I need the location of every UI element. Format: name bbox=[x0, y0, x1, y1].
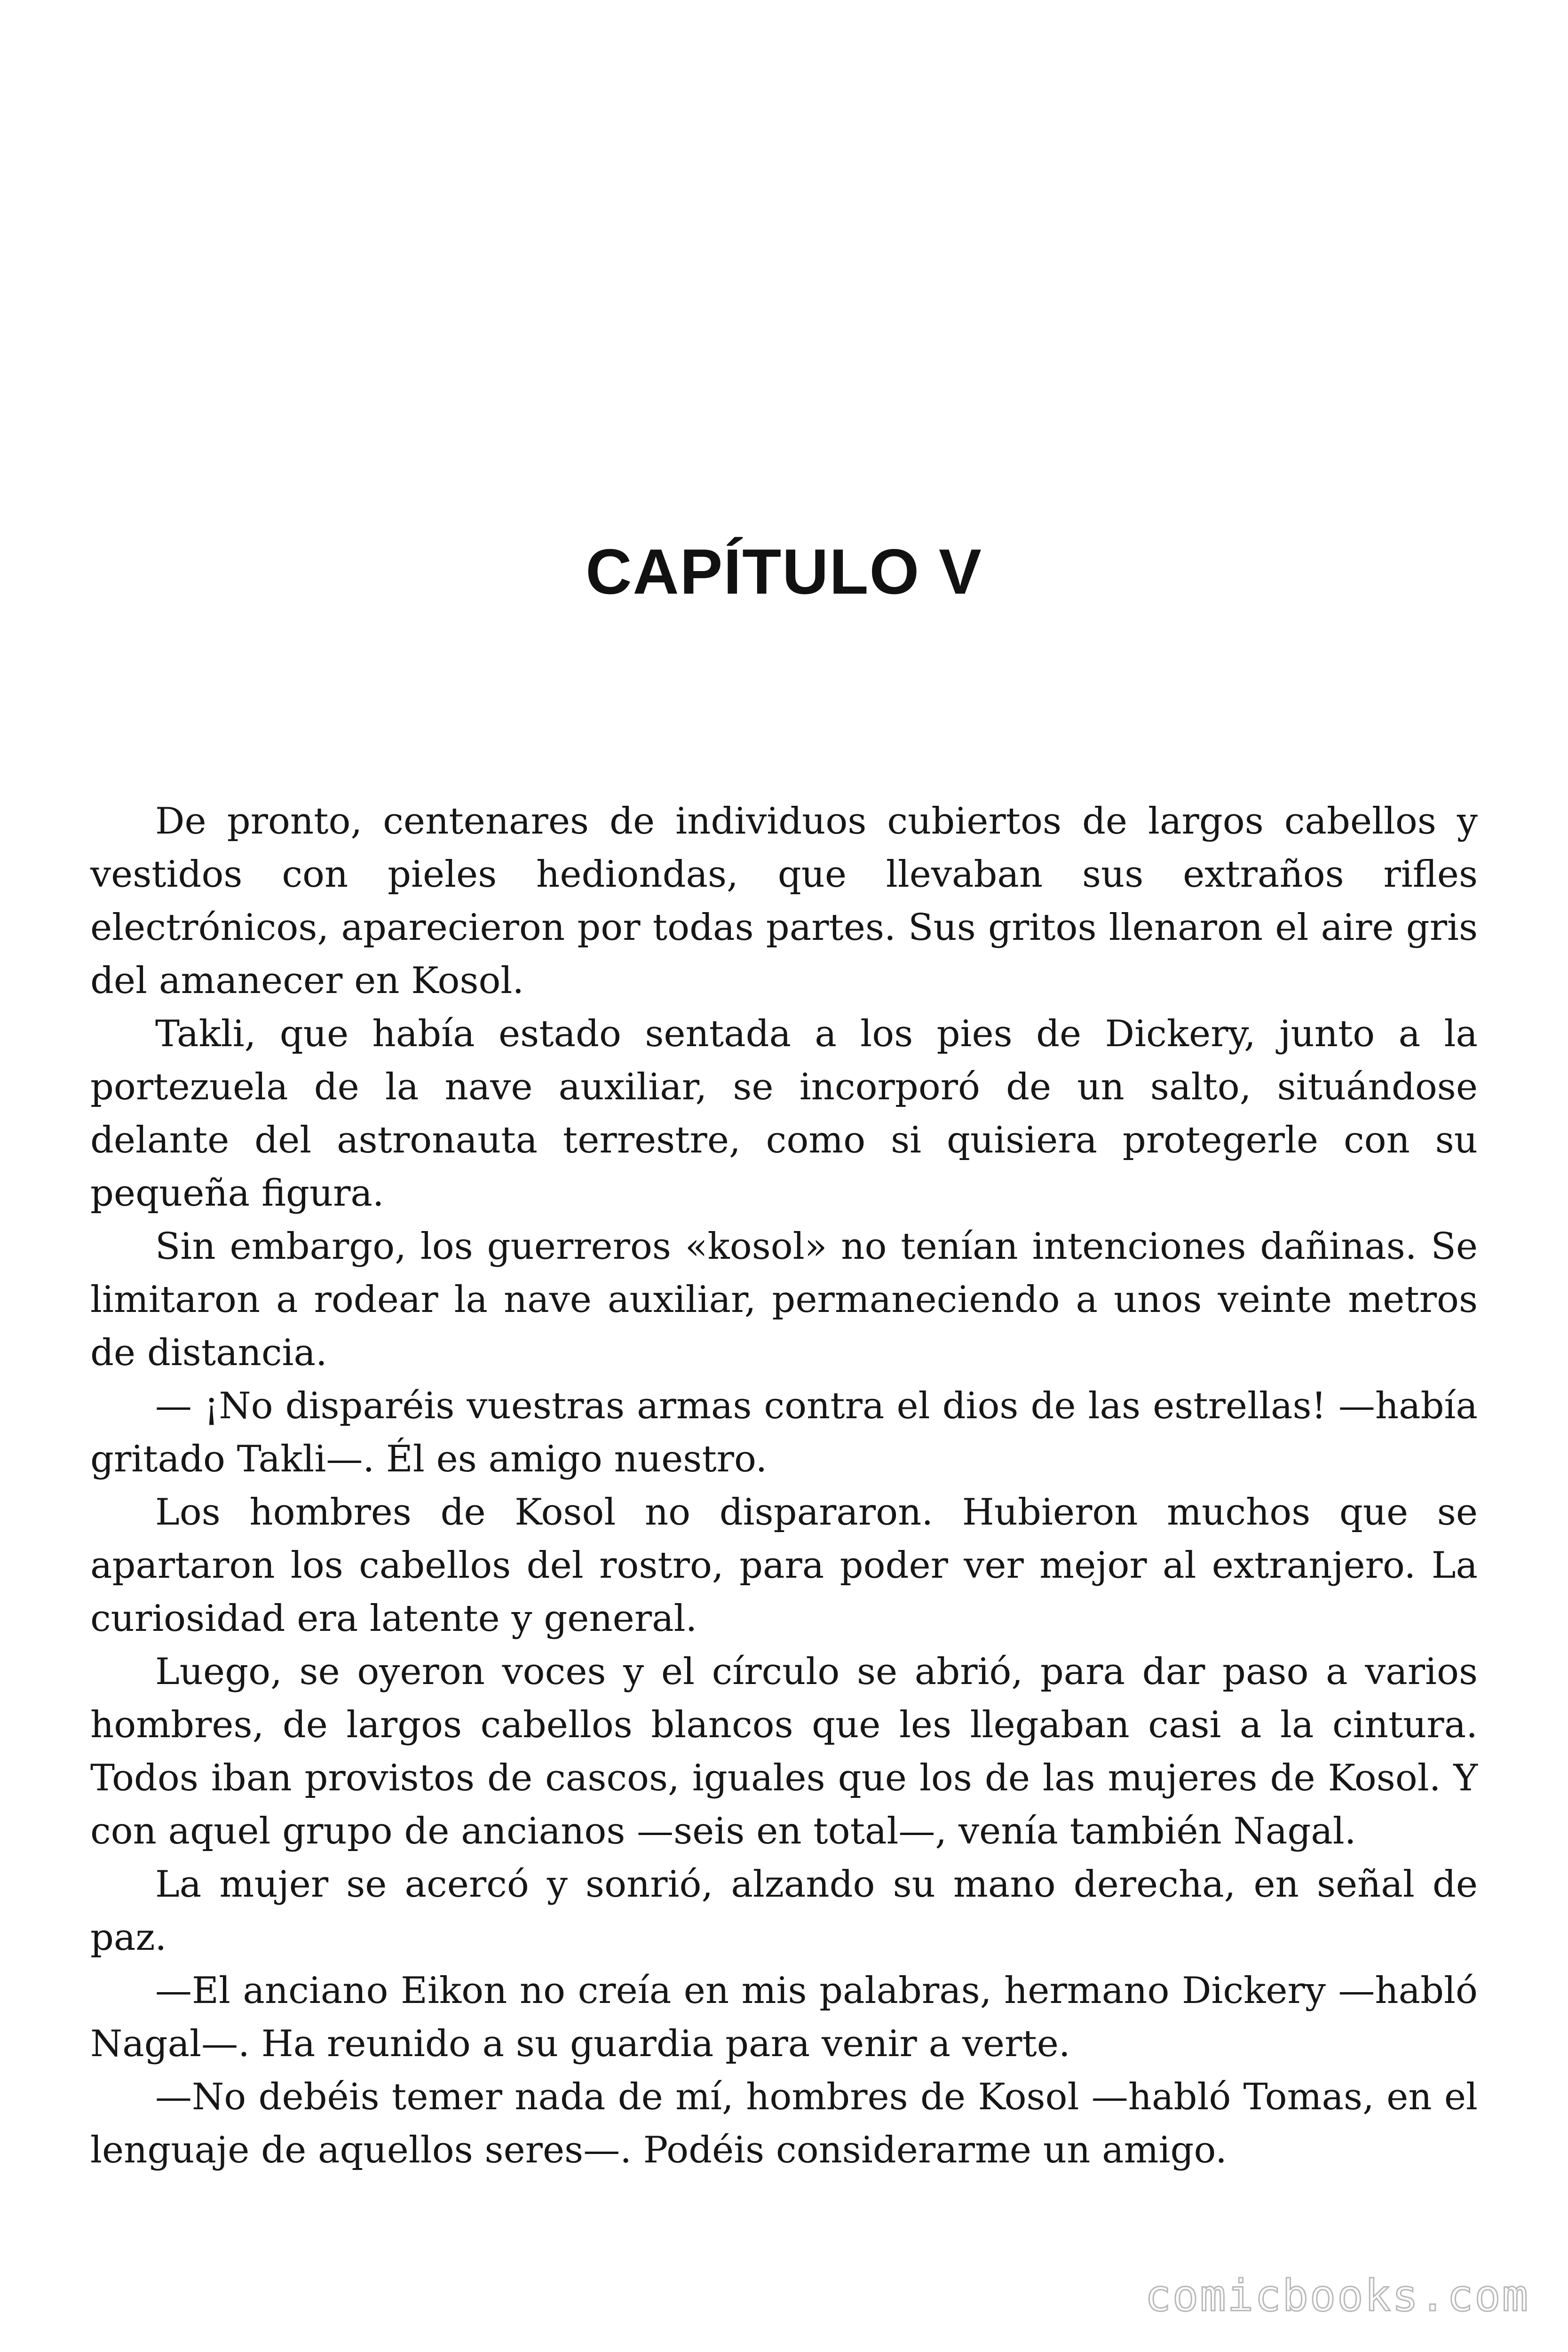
paragraph: De pronto, centenares de individuos cubiertos de largos cabellos y vestidos con pieles hediondas, que llevaban sus extraños rifles electrónicos, aparecieron por todas partes. Sus gritos llenaron el aire gris del amanecer en Kosol. bbox=[90, 800, 1478, 1002]
paragraph: — ¡No disparéis vuestras armas contra el dios de las estrellas! —había gritado Takli—. Él es amigo nuestro. bbox=[90, 1385, 1478, 1480]
paragraph: Luego, se oyeron voces y el círculo se abrió, para dar paso a varios hombres, de largos cabellos blancos que les llegaban casi a la cintura. Todos iban provistos de cascos, iguales que los de las mujeres de Kosol. Y con aquel grupo de ancianos —seis en total—, venía también Nagal. bbox=[90, 1651, 1478, 1852]
chapter-title: CAPÍTULO V bbox=[586, 536, 982, 607]
watermark: comicbooks.com bbox=[1145, 2271, 1529, 2321]
paragraph: —El anciano Eikon no creía en mis palabras, hermano Dickery —habló Nagal—. Ha reunido a su guardia para venir a verte. bbox=[90, 1970, 1478, 2065]
paragraph: La mujer se acercó y sonrió, alzando su mano derecha, en señal de paz. bbox=[90, 1863, 1478, 1959]
paragraph: Sin embargo, los guerreros «kosol» no tenían intenciones dañinas. Se limitaron a rodear la nave auxiliar, permaneciendo a unos veinte metros de distancia. bbox=[90, 1225, 1478, 1374]
paragraph: Los hombres de Kosol no dispararon. Hubieron muchos que se apartaron los cabellos del rostro, para poder ver mejor al extranjero. La curiosidad era latente y general. bbox=[90, 1491, 1478, 1640]
paragraph: —No debéis temer nada de mí, hombres de Kosol —habló Tomas, en el lenguaje de aquellos seres—. Podéis considerarme un amigo. bbox=[90, 2076, 1478, 2171]
chapter-body bbox=[90, 795, 1478, 2177]
paragraph: Takli, que había estado sentada a los pies de Dickery, junto a la portezuela de la nave auxiliar, se incorporó de un salto, situándose delante del astronauta terrestre, como si quisiera protegerle con su pequeña figura. bbox=[90, 1013, 1478, 1215]
